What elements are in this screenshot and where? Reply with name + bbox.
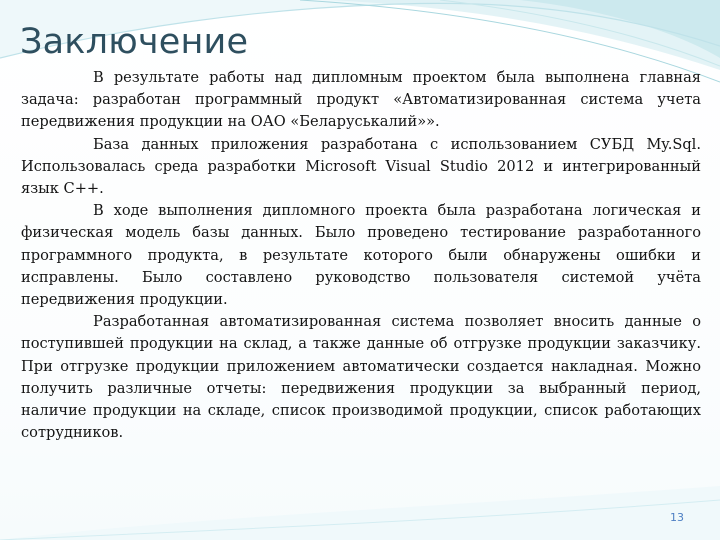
slide-body: [21, 67, 701, 444]
paragraph-results: В результате работы над дипломным проектом была выполнена главная задача: разработан программный продукт «Автоматизированная система учета передвижения продукции на ОАО «Беларуськалий»».: [21, 69, 701, 131]
paragraph-system-features: Разработанная автоматизированная система позволяет вносить данные о поступившей продукции на склад, а также данные об отгрузке продукции заказчику. При отгрузке продукции приложением автоматически создается накладная. Можно получить различные отчеты: передвижения продукции за выбранный период, наличие продукции на складе, список производимой продукции, список работающих сотрудников.: [21, 313, 701, 442]
page-number: 13: [670, 511, 684, 524]
paragraph-database: База данных приложения разработана с использованием СУБД My.Sql. Использовалась среда разработки Microsoft Visual Studio 2012 и интегрированный язык С++.: [21, 135, 701, 198]
paragraph-modeling-testing: В ходе выполнения дипломного проекта была разработана логическая и физическая модель базы данных. Было проведено тестирование разработанного программного продукта, в результате которого были обнаружены ошибки и исправлены. Было составлено руководство пользователя системой учёта передвижения продукции.: [21, 202, 701, 309]
slide-title: Заключение: [20, 22, 249, 62]
